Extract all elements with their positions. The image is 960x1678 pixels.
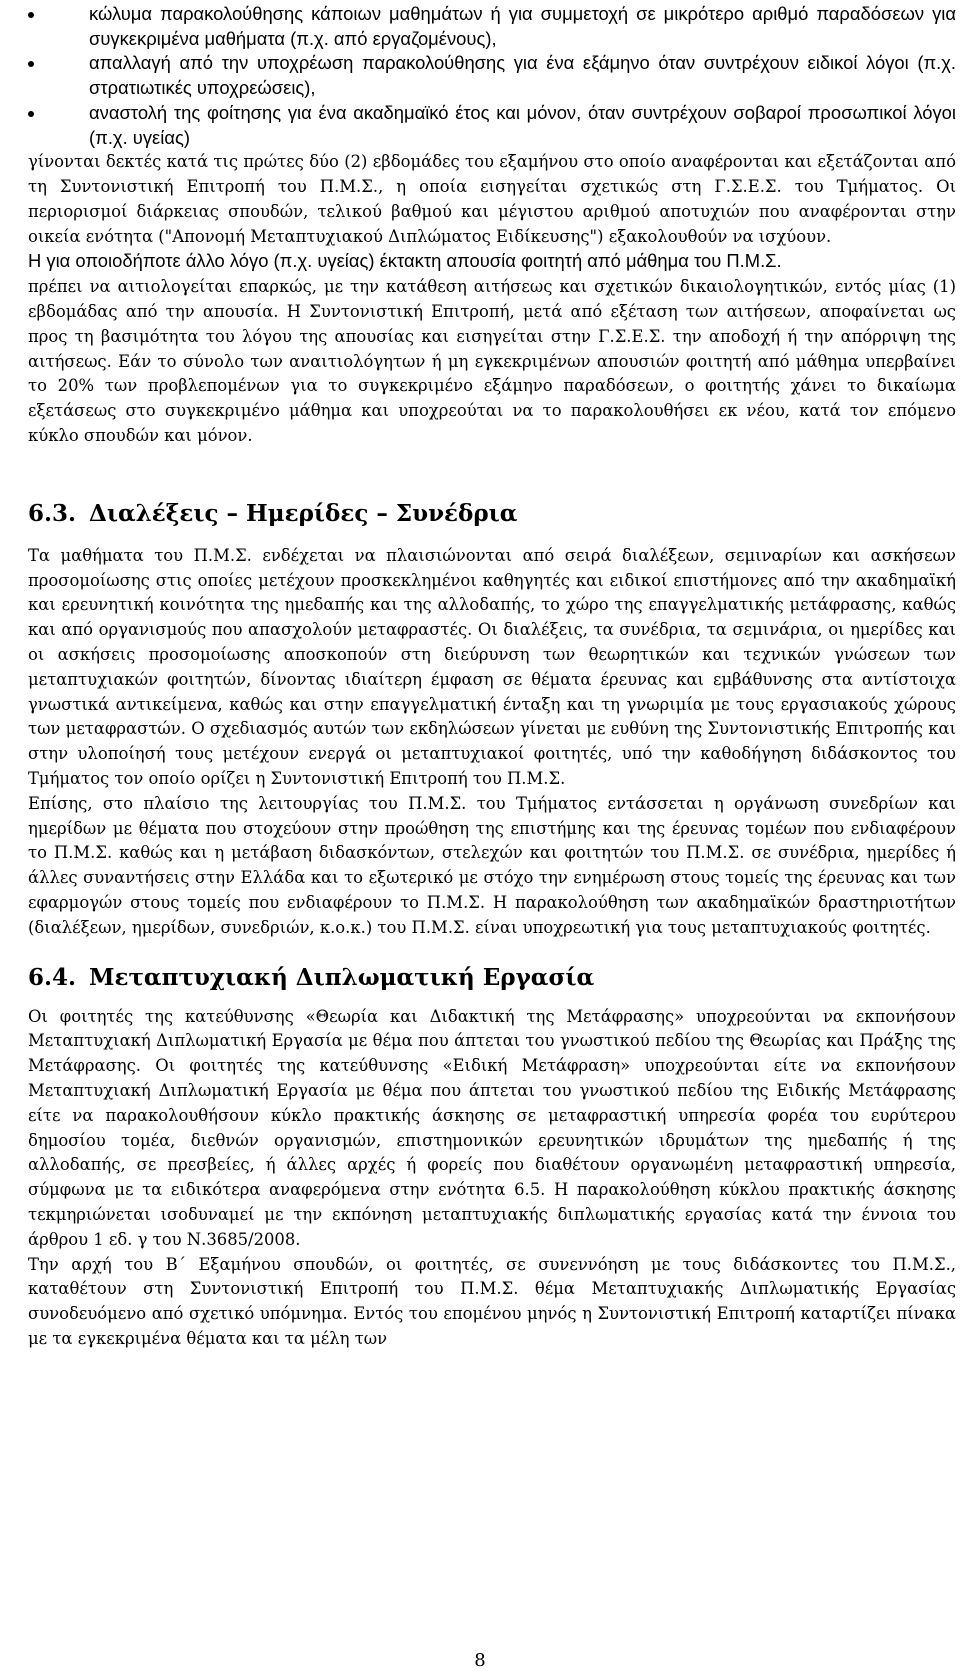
- absence-first-line: Η για οποιοδήποτε άλλο λόγο (π.χ. υγείας) έκτακτη απουσία φοιτητή από μάθημα του Π.Μ.Σ.: [28, 250, 782, 272]
- section-6-3-paragraph: Τα μαθήματα του Π.Μ.Σ. ενδέχεται να πλαισιώνονται από σειρά διαλέξεων, σεμιναρίων και ασκήσεων προσομοίωσης στις οποίες μετέχουν προσκεκλημένοι καθηγητές και ειδικοί επιστήμονες από την ακαδημαϊκή και ερευνητική κοινότητα της ημεδαπής και της αλλοδαπής, το χώρο της επαγγελματικής μετάφρασης, καθώς και από οργανισμούς που απασχολούν μεταφραστές. Οι διαλέξεις, τα συνέδρια, τα σεμινάρια, οι ημερίδες και οι ασκήσεις προσομοίωσης αποσκοπούν στη διεύρυνση των θεωρητικών και τεχνικών γνώσεων των μεταπτυχιακών φοιτητών, δίνοντας ιδιαίτερη έμφαση σε θέματα έρευνας και εμβάθυνσης στα αντίστοιχα γνωστικά αντικείμενα, καθώς και στην επαγγελματική ένταξη και τη γνωριμία με τους εργασιακούς χώρους των μεταφραστών. Ο σχεδιασμός αυτών των εκδηλώσεων γίνεται με ευθύνη της Συντονιστικής Επιτροπής και στην υλοποίησή τους μετέχουν ενεργά οι μεταπτυχιακοί φοιτητές, υπό την καθοδήγηση διδάσκοντος του Τμήματος τον οποίο ορίζει η Συντονιστική Επιτροπή του Π.Μ.Σ.: [28, 545, 956, 788]
- document-page: [28, 0, 956, 1352]
- bullet-dot-icon: [28, 12, 34, 18]
- section-number: 6.3.: [28, 499, 77, 527]
- bullet-item: [28, 101, 956, 150]
- section-number: 6.4.: [28, 963, 77, 991]
- absence-rest: πρέπει να αιτιολογείται επαρκώς, με την κατάθεση αιτήσεως και σχετικών δικαιολογητικών, εντός μίας (1) εβδομάδας από την απουσία. Η Συντονιστική Επιτροπή, μετά από εξέταση των αιτήσεων, αποφαίνεται ως προς τη βασιμότητα του λόγου της απουσίας και εισηγείται στην Γ.Σ.Ε.Σ. την αποδοχή ή την απόρριψη της αιτήσεως. Εάν το σύνολο των αναιτιολόγητων ή μη εγκεκριμένων απουσιών φοιτητή από μάθημα υπερβαίνει το 20% των προβλεπομένων για το συγκεκριμένο εξάμηνο παραδόσεων, ο φοιτητής χάνει το δικαίωμα εξετάσεως στο συγκεκριμένο μάθημα και υποχρεούται να το παρακολουθήσει εκ νέου, κατά τον επόμενο κύκλο σπουδών και μόνον.: [28, 277, 956, 445]
- section-6-3-paragraph: Επίσης, στο πλαίσιο της λειτουργίας του Π.Μ.Σ. του Τμήματος εντάσσεται η οργάνωση συνεδρίων και ημερίδων με θέματα που στοχεύουν στην προώθηση της επιστήμης και της έρευνας τομέων που ενδιαφέρουν το Π.Μ.Σ. καθώς και η μετάβαση διδασκόντων, στελεχών και φοιτητών του Π.Μ.Σ. σε συνέδρια, ημερίδες ή άλλες συναντήσεις στην Ελλάδα και το εξωτερικό με στόχο την ενημέρωση στους τομείς της έρευνας και των εφαρμογών στους τομείς που ενδιαφέρουν το Π.Μ.Σ. Η παρακολούθηση των ακαδημαϊκών δραστηριοτήτων (διαλέξεων, ημερίδων, συνεδριών, κ.ο.κ.) του Π.Μ.Σ. είναι υποχρεωτική για τους μεταπτυχιακούς φοιτητές.: [28, 793, 956, 937]
- bullet-item: [28, 2, 956, 51]
- section-title: Διαλέξεις – Ημερίδες – Συνέδρια: [89, 499, 518, 527]
- bullet-text: απαλλαγή από την υποχρέωση παρακολούθησης για ένα εξάμηνο όταν συντρέχουν ειδικοί λόγοι (π.χ. στρατιωτικές υποχρεώσεις),: [89, 52, 956, 99]
- section-heading-6-4: [28, 963, 956, 993]
- bullet-list: [28, 2, 956, 150]
- requests-paragraph: γίνονται δεκτές κατά τις πρώτες δύο (2) εβδομάδες του εξαμήνου στο οποίο αναφέρονται και εξετάζονται από τη Συντονιστική Επιτροπή του Π.Μ.Σ., η οποία εισηγείται σχετικώς στη Γ.Σ.Ε.Σ. του Τμήματος. Οι περιορισμοί διάρκειας σπουδών, τελικού βαθμού και μέγιστου αριθμού αποτυχιών που αναφέρονται στην οικεία ενότητα ("Απονομή Μεταπτυχιακού Διπλώματος Ειδίκευσης") εξακολουθούν να ισχύουν.: [28, 152, 956, 246]
- bullet-dot-icon: [28, 111, 34, 117]
- bullet-item: [28, 51, 956, 100]
- bullet-dot-icon: [28, 61, 34, 67]
- absence-paragraph: [28, 249, 956, 448]
- section-title: Μεταπτυχιακή Διπλωματική Εργασία: [89, 963, 595, 991]
- bullet-text: αναστολή της φοίτησης για ένα ακαδημαϊκό έτος και μόνον, όταν συντρέχουν σοβαροί προσωπικοί λόγοι (π.χ. υγείας): [89, 101, 956, 148]
- section-6-4-paragraph: Την αρχή του Β΄ Εξαμήνου σπουδών, οι φοιτητές, σε συνεννόηση με τους διδάσκοντες του Π.Μ.Σ., καταθέτουν στη Συντονιστική Επιτροπή του Π.Μ.Σ. θέμα Μεταπτυχιακής Διπλωματικής Εργασίας συνοδευόμενο από σχετικό υπόμνημα. Εντός του επομένου μηνός η Συντονιστική Επιτροπή καταρτίζει πίνακα με τα εγκεκριμένα θέματα και τα μέλη των: [28, 1254, 956, 1348]
- page-number: 8: [474, 1650, 486, 1671]
- bullet-text: κώλυμα παρακολούθησης κάποιων μαθημάτων ή για συμμετοχή σε μικρότερο αριθμό παραδόσεων για συγκεκριμένα μαθήματα (π.χ. από εργαζομένους),: [89, 3, 956, 49]
- section-6-4-paragraph: Οι φοιτητές της κατεύθυνσης «Θεωρία και Διδακτική της Μετάφρασης» υποχρεούνται να εκπονήσουν Μεταπτυχιακή Διπλωματική Εργασία με θέμα που άπτεται του γνωστικού πεδίου της Θεωρίας και Πράξης της Μετάφρασης. Οι φοιτητές της κατεύθυνσης «Ειδική Μετάφραση» υποχρεούνται είτε να εκπονήσουν Μεταπτυχιακή Διπλωματική Εργασία με θέμα που άπτεται του γνωστικού πεδίου της Ειδικής Μετάφρασης είτε να παρακολουθήσουν κύκλο πρακτικής άσκησης σε μεταφραστική υπηρεσία φορέα του ευρύτερου δημοσίου τομέα, διεθνών οργανισμών, επιστημονικών ερευνητικών ιδρυμάτων της ημεδαπής ή της αλλοδαπής, σε πρεσβείες, ή άλλες αρχές ή φορείς που διαθέτουν οργανωμένη μεταφραστική υπηρεσία, σύμφωνα με τα ειδικότερα αναφερόμενα στην ενότητα 6.5. Η παρακολούθηση κύκλου πρακτικής άσκησης τεκμηριώνεται ισοδυναμεί με την εκπόνηση μεταπτυχιακής διπλωματικής εργασίας κατά την έννοια του άρθρου 1 εδ. γ του Ν.3685/2008.: [28, 1006, 956, 1249]
- section-heading-6-3: [28, 499, 956, 529]
